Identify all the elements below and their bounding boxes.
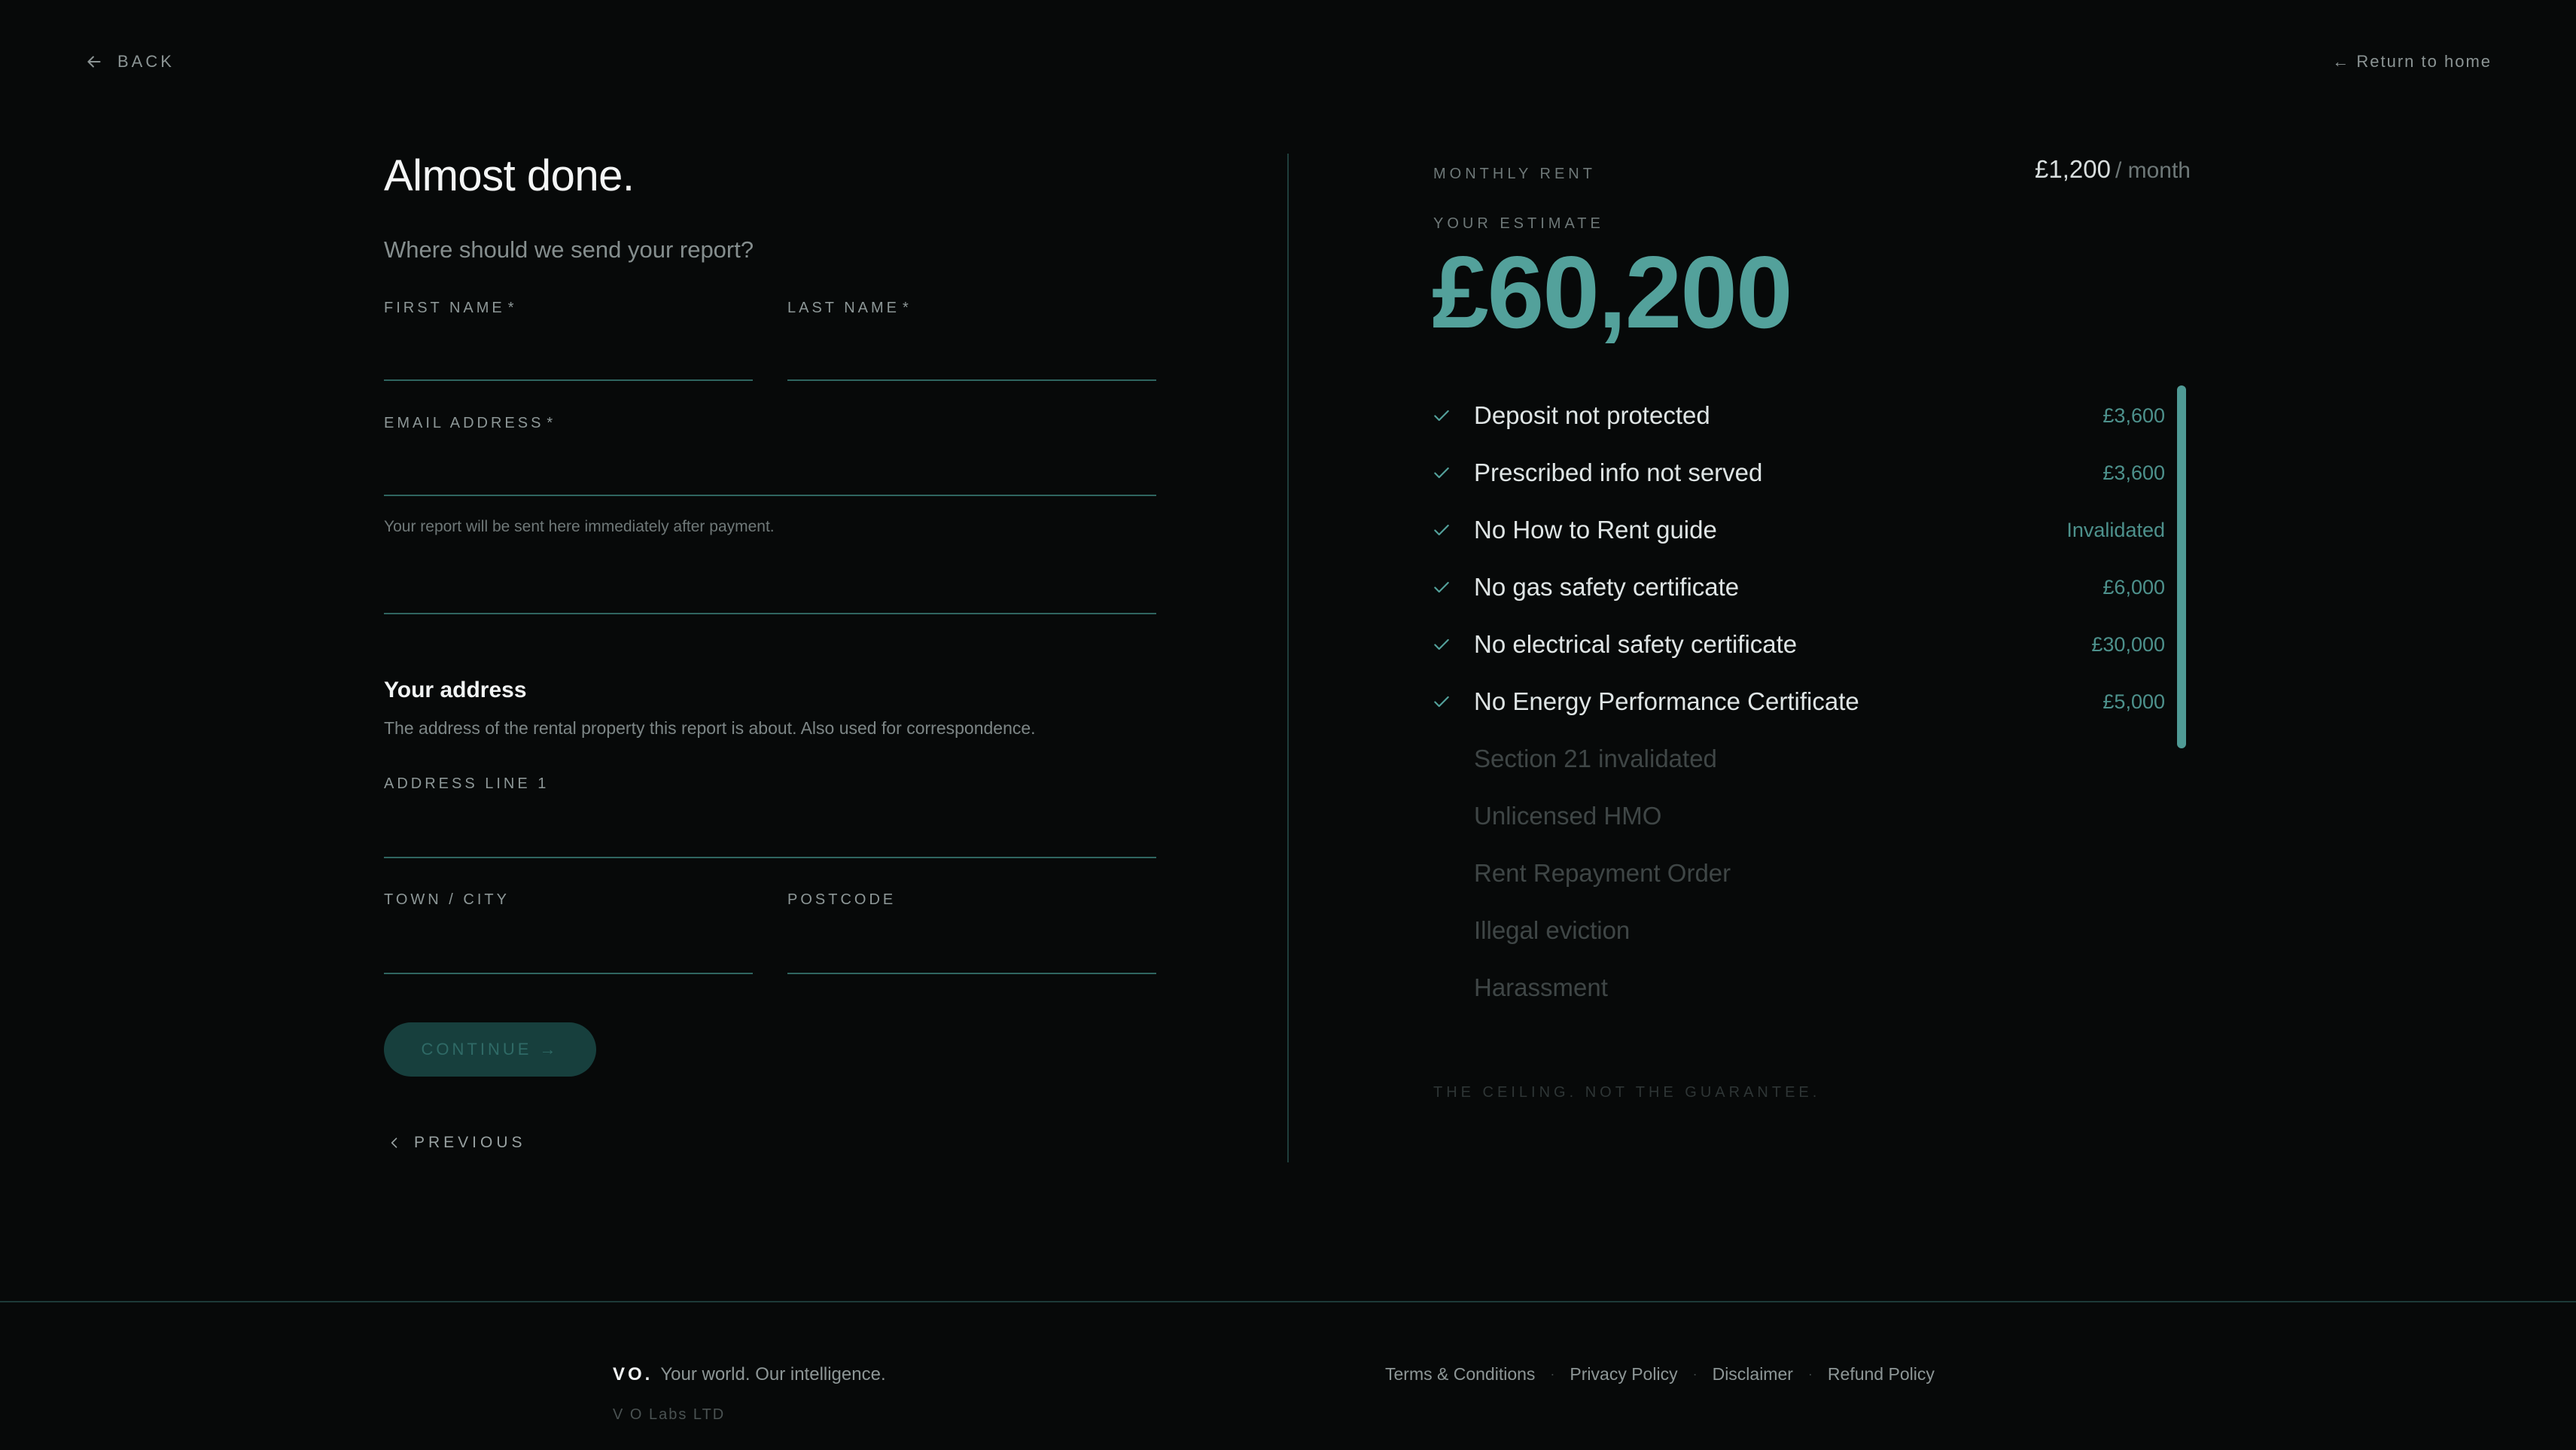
claim-amount: £30,000 bbox=[2091, 632, 2165, 656]
last-name-field[interactable] bbox=[787, 339, 1156, 381]
page-subtitle: Where should we send your report? bbox=[384, 236, 754, 263]
required-marker: * bbox=[547, 415, 556, 431]
required-marker: * bbox=[507, 300, 517, 316]
claim-item-9 bbox=[1432, 845, 2165, 902]
claim-item-4 bbox=[1432, 559, 2165, 616]
address-line1-field[interactable] bbox=[384, 816, 1156, 858]
address-section-description: The address of the rental property this report is about. Also used for correspondence. bbox=[384, 718, 1036, 738]
footer-link-refund-policy[interactable]: Refund Policy bbox=[1827, 1364, 1935, 1384]
claim-name: No electrical safety certificate bbox=[1474, 630, 1798, 658]
chevron-left-icon bbox=[387, 1135, 402, 1150]
claim-item-3 bbox=[1432, 501, 2165, 559]
check-slot bbox=[1432, 692, 1474, 711]
last-name-input[interactable] bbox=[787, 339, 1156, 379]
claims-progress-bar[interactable] bbox=[2177, 385, 2186, 748]
last-name-label: LAST NAME * bbox=[787, 300, 912, 316]
first-name-field[interactable] bbox=[384, 339, 753, 381]
back-link[interactable] bbox=[84, 48, 175, 75]
postcode-field[interactable] bbox=[787, 932, 1156, 974]
footer-links bbox=[1385, 1364, 1935, 1385]
check-icon bbox=[1432, 406, 1451, 425]
check-slot bbox=[1432, 520, 1474, 540]
check-icon bbox=[1432, 692, 1451, 711]
arrow-left-icon bbox=[84, 52, 104, 72]
claim-amount: £3,600 bbox=[2103, 461, 2165, 484]
return-home-label: ← Return to home bbox=[2332, 52, 2492, 71]
email-input[interactable] bbox=[384, 454, 1156, 495]
company-name: V O Labs LTD bbox=[613, 1406, 726, 1423]
claim-item-1 bbox=[1432, 387, 2165, 444]
claim-name: No Energy Performance Certificate bbox=[1474, 687, 1859, 715]
previous-link[interactable] bbox=[387, 1129, 526, 1156]
continue-button[interactable]: CONTINUE → bbox=[384, 1022, 596, 1077]
footer-brand bbox=[613, 1364, 886, 1385]
footer-separator: · bbox=[1807, 1366, 1813, 1381]
check-icon bbox=[1432, 577, 1451, 597]
address-line1-label: ADDRESS LINE 1 bbox=[384, 775, 550, 792]
claim-item-6 bbox=[1432, 673, 2165, 730]
first-name-label: FIRST NAME * bbox=[384, 300, 517, 316]
check-slot bbox=[1432, 463, 1474, 483]
town-city-label: TOWN / CITY bbox=[384, 891, 510, 908]
monthly-rent-value: £1,200 / month bbox=[2035, 155, 2191, 183]
check-slot bbox=[1432, 577, 1474, 597]
claim-amount: £5,000 bbox=[2103, 690, 2165, 713]
check-slot bbox=[1432, 406, 1474, 425]
claim-item-10 bbox=[1432, 902, 2165, 959]
address-line1-input[interactable] bbox=[384, 816, 1156, 857]
town-city-field[interactable] bbox=[384, 932, 753, 974]
claim-name: Section 21 invalidated bbox=[1474, 745, 1717, 772]
estimate-total: £60,200 bbox=[1432, 235, 1792, 349]
check-icon bbox=[1432, 635, 1451, 654]
claim-item-2 bbox=[1432, 444, 2165, 501]
claims-list bbox=[1432, 387, 2165, 1016]
postcode-input[interactable] bbox=[787, 932, 1156, 973]
your-estimate-label: YOUR ESTIMATE bbox=[1433, 215, 1604, 232]
claim-name: Prescribed info not served bbox=[1474, 458, 1763, 486]
extra-field[interactable] bbox=[384, 572, 1156, 614]
column-divider bbox=[1287, 154, 1289, 1162]
claim-name: No gas safety certificate bbox=[1474, 573, 1740, 601]
brand-logo[interactable]: VO. bbox=[613, 1364, 653, 1385]
claim-name: Harassment bbox=[1474, 973, 1608, 1001]
footer-link-privacy-policy[interactable]: Privacy Policy bbox=[1570, 1364, 1678, 1384]
postcode-label: POSTCODE bbox=[787, 891, 897, 908]
town-city-input[interactable] bbox=[384, 932, 753, 973]
email-field[interactable] bbox=[384, 454, 1156, 496]
footer-link-terms-conditions[interactable]: Terms & Conditions bbox=[1385, 1364, 1536, 1384]
claim-amount: £6,000 bbox=[2103, 575, 2165, 599]
check-slot bbox=[1432, 635, 1474, 654]
footer-separator: · bbox=[1550, 1366, 1555, 1381]
claim-item-7 bbox=[1432, 730, 2165, 787]
extra-input[interactable] bbox=[384, 572, 1156, 613]
footer-divider bbox=[0, 1301, 2576, 1302]
email-helper-text: Your report will be sent here immediately after payment. bbox=[384, 518, 775, 535]
claim-item-11 bbox=[1432, 959, 2165, 1016]
email-label: EMAIL ADDRESS * bbox=[384, 415, 556, 431]
footer-link-disclaimer[interactable]: Disclaimer bbox=[1712, 1364, 1793, 1384]
claim-name: Rent Repayment Order bbox=[1474, 859, 1731, 887]
claim-name: No How to Rent guide bbox=[1474, 516, 1717, 544]
claim-name: Unlicensed HMO bbox=[1474, 802, 1662, 830]
check-icon bbox=[1432, 520, 1451, 540]
claim-name: Deposit not protected bbox=[1474, 401, 1710, 429]
footer-separator: · bbox=[1692, 1366, 1698, 1381]
first-name-input[interactable] bbox=[384, 339, 753, 379]
return-home-link[interactable] bbox=[2332, 48, 2492, 75]
required-marker: * bbox=[903, 300, 912, 316]
brand-tagline: Your world. Our intelligence. bbox=[660, 1364, 886, 1385]
claim-amount: Invalidated bbox=[2066, 518, 2165, 541]
monthly-rent-unit: / month bbox=[2115, 158, 2191, 183]
monthly-rent-label: MONTHLY RENT bbox=[1433, 166, 1596, 182]
claim-item-8 bbox=[1432, 787, 2165, 845]
previous-label: PREVIOUS bbox=[414, 1134, 526, 1151]
back-label: BACK bbox=[117, 52, 175, 71]
claim-name: Illegal eviction bbox=[1474, 916, 1631, 944]
page-title: Almost done. bbox=[384, 151, 635, 200]
claim-amount: £3,600 bbox=[2103, 404, 2165, 427]
ceiling-footnote: THE CEILING. NOT THE GUARANTEE. bbox=[1433, 1084, 1821, 1101]
address-section-title: Your address bbox=[384, 678, 527, 702]
claim-item-5 bbox=[1432, 616, 2165, 673]
check-icon bbox=[1432, 463, 1451, 483]
